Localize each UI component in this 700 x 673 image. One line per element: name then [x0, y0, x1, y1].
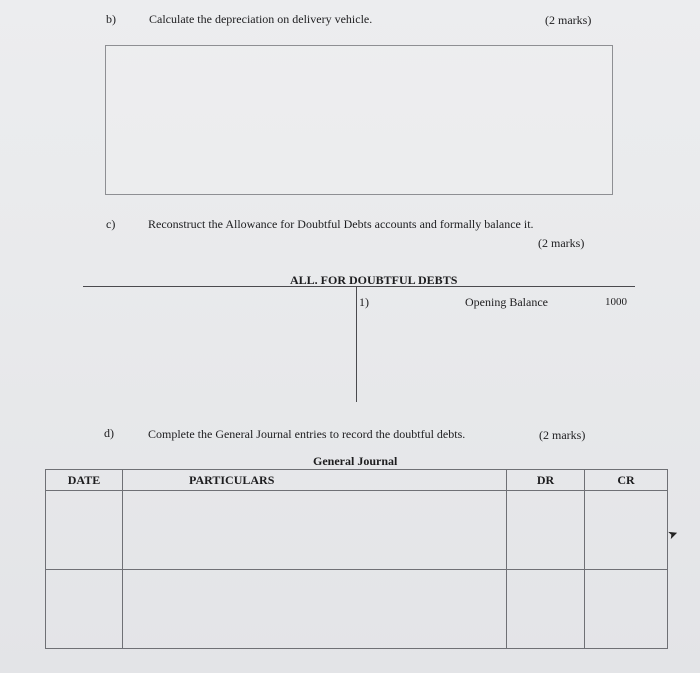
pointer-arrow-icon: ➤: [665, 525, 680, 543]
column-header-cr: CR: [585, 470, 668, 491]
part-c-question: Reconstruct the Allowance for Doubtful Debts accounts and formally balance it.: [148, 217, 534, 231]
table-row: [46, 570, 668, 649]
t-account-credit-date: 1): [359, 295, 369, 309]
part-d-label: d): [104, 426, 114, 440]
part-b-label: b): [106, 12, 116, 26]
part-b-marks: (2 marks): [545, 13, 592, 27]
column-header-dr: DR: [507, 470, 585, 491]
t-account-center-line: [356, 287, 357, 402]
part-b-question: Calculate the depreciation on delivery vehicle.: [149, 12, 373, 26]
table-cell-particulars[interactable]: [123, 491, 507, 570]
column-header-date: DATE: [46, 470, 123, 491]
table-cell-dr[interactable]: [507, 570, 585, 649]
table-cell-cr[interactable]: [585, 491, 668, 570]
part-d-marks: (2 marks): [539, 428, 586, 442]
part-c-label: c): [106, 217, 116, 231]
t-account-title: ALL. FOR DOUBTFUL DEBTS: [290, 273, 458, 287]
table-cell-dr[interactable]: [507, 491, 585, 570]
table-cell-date[interactable]: [46, 570, 123, 649]
t-account-top-line: [83, 286, 635, 287]
table-cell-cr[interactable]: [585, 570, 668, 649]
part-c-marks: (2 marks): [538, 236, 585, 250]
general-journal-table: [45, 469, 668, 649]
table-header-row: [46, 470, 668, 491]
journal-title: General Journal: [313, 454, 398, 468]
column-header-particulars: PARTICULARS: [123, 470, 507, 491]
t-account-credit-particulars: Opening Balance: [465, 295, 548, 309]
t-account-credit-amount: 1000: [605, 296, 627, 308]
table-cell-particulars[interactable]: [123, 570, 507, 649]
answer-box-b[interactable]: [105, 45, 613, 195]
table-cell-date[interactable]: [46, 491, 123, 570]
part-d-question: Complete the General Journal entries to record the doubtful debts.: [148, 427, 466, 441]
table-row: [46, 491, 668, 570]
